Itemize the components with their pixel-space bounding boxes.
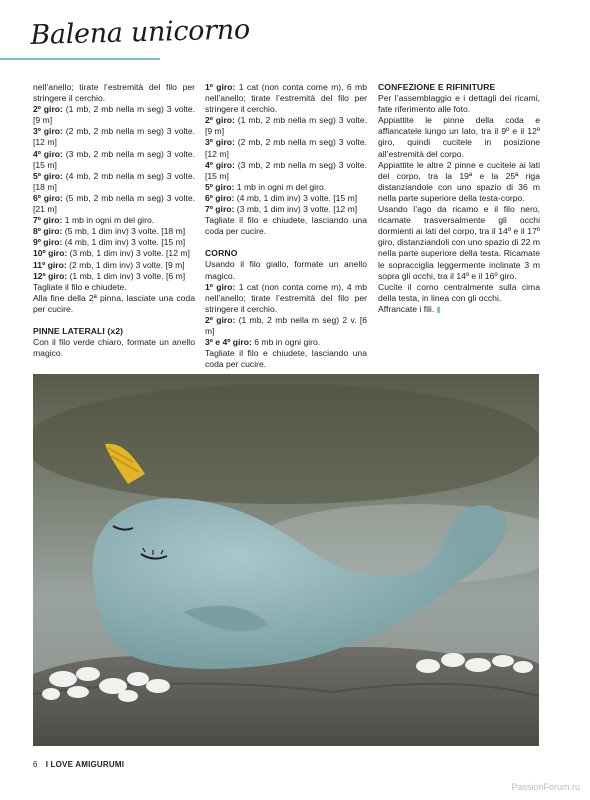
pattern-step xyxy=(33,282,195,293)
step-text: (5 mb, 1 dim inv) 3 volte. [18 m] xyxy=(62,226,186,237)
pattern-step xyxy=(33,237,195,248)
step-text: 1 cat (non conta come m), 4 mb nell’anello; tirate l’estremità del filo per stringere il cerchio. xyxy=(205,281,367,314)
assembly-instructions xyxy=(378,93,540,315)
step-label: 12º giro: xyxy=(33,270,68,281)
pattern-step xyxy=(33,193,195,215)
end-of-article-icon: ▮ xyxy=(434,304,441,314)
pattern-step xyxy=(33,215,195,226)
column-3 xyxy=(378,82,540,315)
step-label: 4º giro: xyxy=(33,148,63,159)
step-text: (3 mb, 1 dim inv) 3 volte. [12 m] xyxy=(234,204,358,215)
pattern-step xyxy=(205,182,367,193)
pattern-step xyxy=(205,160,367,182)
step-label: 3º giro: xyxy=(33,126,63,137)
step-text: (1 mb, 2 mb nella m seg) 3 volte. [9 m] xyxy=(33,104,195,126)
pattern-step xyxy=(205,82,367,115)
assembly-paragraph: Usando l’ago da ricamo e il filo nero, ricamate trasversalmente gli occhi dormienti ai lati del corpo, tra il 14º e il 17º giro, distanziandoli con uno spazio di 22 m nella parte superiore della testa. Ricamate le sopracciglia leggermente inclinate 3 m sopra gli occhi, tra il 14º e il 16º giro. xyxy=(378,204,540,281)
column-1 xyxy=(33,82,195,359)
step-label: 4º giro: xyxy=(205,159,235,170)
pattern-steps-horn xyxy=(205,259,367,370)
pattern-step xyxy=(205,337,367,348)
step-label: 7º giro: xyxy=(205,204,235,215)
pattern-step xyxy=(205,259,367,281)
pattern-step xyxy=(33,171,195,193)
step-label: 1º giro: xyxy=(205,281,236,292)
pattern-step xyxy=(205,215,367,237)
step-text: (4 mb, 1 dim inv) 3 volte. [15 m] xyxy=(62,237,186,248)
step-text: (2 mb, 2 mb nella m seg) 3 volte. [12 m] xyxy=(33,126,195,148)
step-label: 8º giro: xyxy=(33,226,63,237)
step-text: 6 mb in ogni giro. xyxy=(251,337,321,348)
watermark: PassionForum.ru xyxy=(511,782,580,792)
step-text: (1 mb, 2 mb nella m seg) 2 v. [6 m] xyxy=(205,314,367,336)
assembly-paragraph: Appiattite le altre 2 pinne e cucitele ai lati del corpo, tra la 19ª e la 25ª riga distanziandole con uno spazio di 36 m nella parte superiore della testa-corpo. xyxy=(378,159,540,203)
column-2 xyxy=(205,82,367,370)
pattern-step xyxy=(33,104,195,126)
step-text: 1 mb in ogni m del giro. xyxy=(234,181,327,192)
section-heading-confezione: CONFEZIONE E RIFINITURE xyxy=(378,82,496,92)
step-text: (1 mb, 2 mb nella m seg) 3 volte. [9 m] xyxy=(205,115,367,137)
step-label: 7º giro: xyxy=(33,215,63,226)
pattern-step xyxy=(33,126,195,148)
step-label: 3º giro: xyxy=(205,137,235,148)
pattern-step xyxy=(205,115,367,137)
assembly-paragraph: Affrancate i fili. ▮ xyxy=(378,303,441,314)
step-label: 2º giro: xyxy=(33,104,63,115)
step-text: (4 mb, 2 mb nella m seg) 3 volte. [18 m] xyxy=(33,170,195,192)
pattern-steps-fins xyxy=(205,82,367,237)
step-text: Usando il filo giallo, formate un anello magico. xyxy=(205,259,367,281)
assembly-paragraph: Cucite il corno centralmente sulla cima della testa, in linea con gli occhi. xyxy=(378,281,540,303)
pattern-step xyxy=(33,226,195,237)
page-footer xyxy=(33,760,124,769)
step-label: 6º giro: xyxy=(205,192,235,203)
step-label: 5º giro: xyxy=(33,170,63,181)
step-label: 1º giro: xyxy=(205,82,236,92)
step-label: 9º giro: xyxy=(33,237,63,248)
pattern-steps-tail xyxy=(33,82,195,315)
whale-photo xyxy=(33,374,539,746)
pattern-step xyxy=(33,149,195,171)
step-label: 6º giro: xyxy=(33,192,63,203)
step-text: 1 cat (non conta come m), 6 mb nell’anello; tirate l’estremità del filo per stringere il cerchio. xyxy=(205,82,367,115)
assembly-paragraph: Per l’assemblaggio e i dettagli dei ricami, fate riferimento alle foto. xyxy=(378,93,540,115)
pattern-step xyxy=(205,315,367,337)
step-label: 2º giro: xyxy=(205,314,236,325)
step-text: (2 mb, 1 dim inv) 3 volte. [9 m] xyxy=(66,259,185,270)
step-text: (1 mb, 1 dim inv) 3 volte. [6 m] xyxy=(67,270,186,281)
pattern-step xyxy=(205,348,367,370)
pattern-step xyxy=(205,193,367,204)
magazine-name: I LOVE AMIGURUMI xyxy=(45,760,125,769)
step-text: (2 mb, 2 mb nella m seg) 3 volte. [12 m] xyxy=(205,137,367,159)
step-label: 10º giro: xyxy=(33,248,68,259)
step-text: nell’anello; tirate l’estremità del filo per stringere il cerchio. xyxy=(33,82,195,104)
title-underline xyxy=(0,58,160,60)
step-text: 1 mb in ogni m del giro. xyxy=(62,215,155,226)
step-text: (3 mb, 1 dim inv) 3 volte. [12 m] xyxy=(67,248,190,259)
pattern-step xyxy=(205,204,367,215)
step-text: (4 mb, 1 dim inv) 3 volte. [15 m] xyxy=(234,192,358,203)
step-label: 3º e 4º giro: xyxy=(205,337,252,348)
step-text: Tagliate il filo e chiudete, lasciando una coda per cucire. xyxy=(205,215,367,237)
section-heading-pinne: PINNE LATERALI (x2) xyxy=(33,325,124,336)
pattern-step xyxy=(205,282,367,315)
step-text: (3 mb, 2 mb nella m seg) 3 volte. [15 m] xyxy=(205,159,367,181)
pattern-step xyxy=(205,137,367,159)
step-text: Alla fine della 2ª pinna, lasciate una coda per cucire. xyxy=(33,292,195,314)
pattern-step xyxy=(33,293,195,315)
pattern-step xyxy=(33,82,195,104)
pattern-step xyxy=(33,248,195,259)
step-text: Tagliate il filo e chiudete. xyxy=(33,281,127,292)
pattern-step xyxy=(33,260,195,271)
step-label: 11º giro: xyxy=(33,259,67,270)
assembly-paragraph: Appiattite le pinne della coda e affiancatele lungo un lato, tra il 9º e il 12º giro, quindi cucitele in posizione all’estremità del corpo. xyxy=(378,115,540,159)
page-number: 6 xyxy=(33,760,38,769)
pinne-intro: Con il filo verde chiaro, formate un anello magico. xyxy=(33,337,195,359)
section-heading-corno: CORNO xyxy=(205,248,238,259)
step-label: 2º giro: xyxy=(205,115,235,126)
step-text: (5 mb, 2 mb nella m seg) 3 volte. [21 m] xyxy=(33,192,195,215)
step-text: Tagliate il filo e chiudete, lasciando una coda per cucire. xyxy=(205,348,367,370)
step-label: 5º giro: xyxy=(205,181,235,192)
step-text: (3 mb, 2 mb nella m seg) 3 volte. [15 m] xyxy=(33,148,195,170)
page-title: Balena unicorno xyxy=(30,14,251,51)
pattern-step xyxy=(33,271,195,282)
